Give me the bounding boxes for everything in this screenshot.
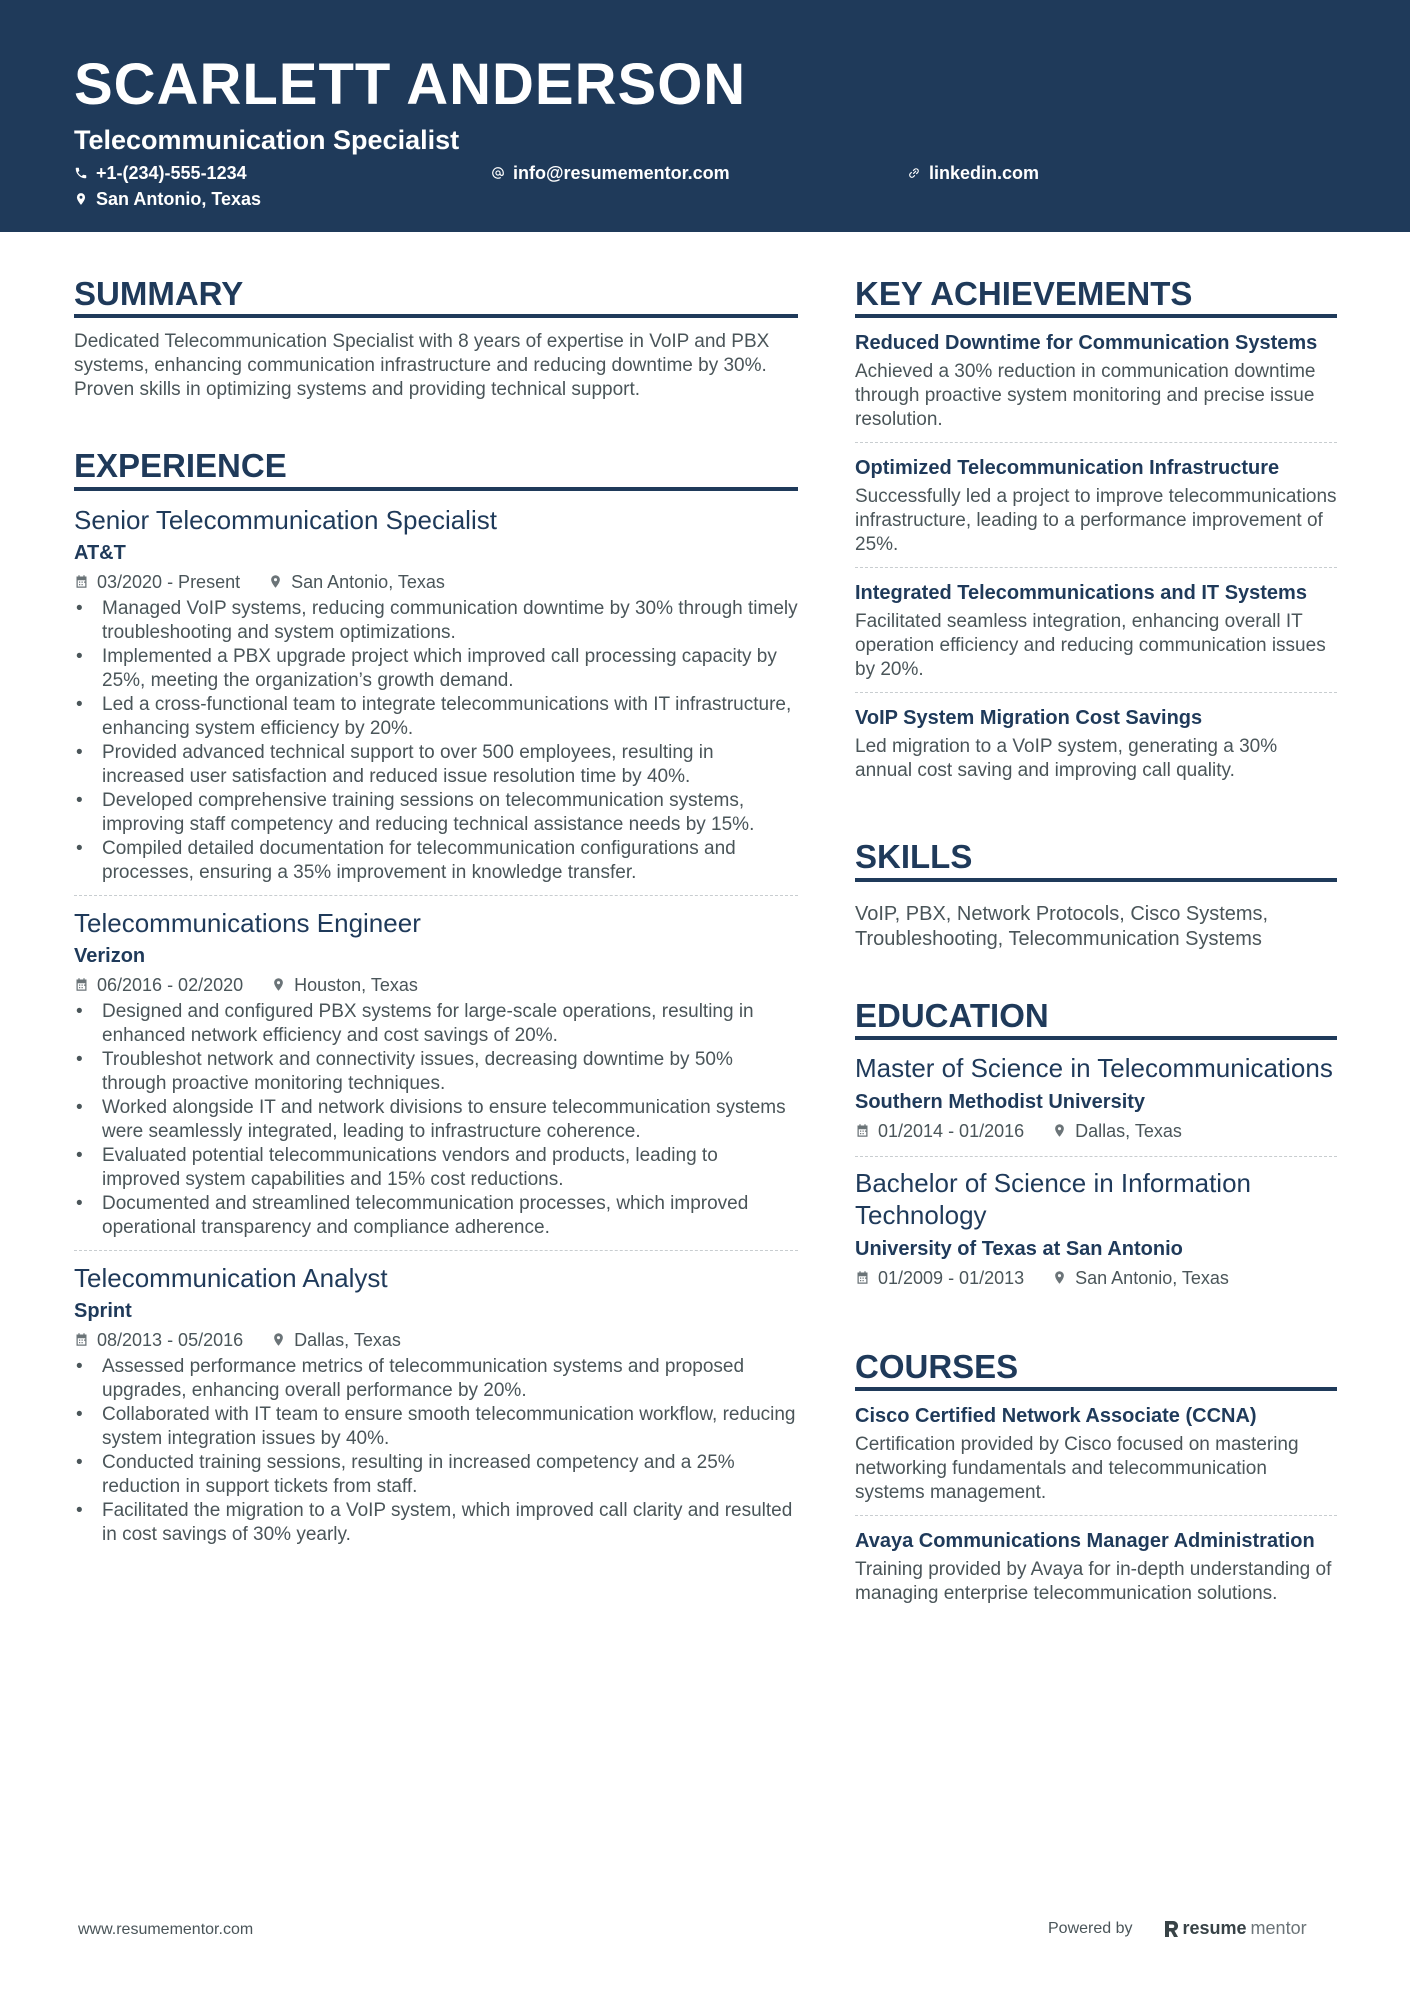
courses-section: [855, 1349, 1337, 1616]
linkedin-text: linkedin.com: [929, 163, 1040, 183]
job-location-text: San Antonio, Texas: [291, 571, 445, 592]
calendar-icon: [74, 977, 89, 992]
contact-email[interactable]: [491, 164, 730, 182]
summary-section: [74, 276, 798, 402]
job-bullets: [74, 1000, 798, 1240]
bullet-item: • Troubleshot network and connectivity issues, decreasing downtime by 50% through proactive monitoring techniques.: [74, 1048, 798, 1096]
brand-mark-icon: [1163, 1920, 1179, 1938]
course-text: Certification provided by Cisco focused on mastering networking fundamentals and telecommunication systems management.: [855, 1434, 1299, 1504]
job-dates-text: 06/2016 - 02/2020: [97, 974, 244, 995]
job-meta: [74, 972, 798, 998]
education-meta: [855, 1265, 1337, 1291]
education-meta: [855, 1118, 1337, 1144]
bullet-item: • Worked alongside IT and network divisions to ensure telecommunication systems were seamlessly integrated, leading to infrastructure coherence.: [74, 1096, 798, 1144]
footer-powered-by: [1048, 1918, 1307, 1939]
location-text: San Antonio, Texas: [96, 189, 262, 209]
education-school: Southern Methodist University: [855, 1090, 1146, 1113]
job-title: Senior Telecommunication Specialist: [74, 504, 497, 535]
bullet-item: • Collaborated with IT team to ensure smooth telecommunication workflow, reducing system integration issues by 40%.: [74, 1403, 798, 1451]
achievements-heading: KEY ACHIEVEMENTS: [855, 276, 1337, 318]
bullet-item: • Conducted training sessions, resulting in increased competency and a 25% reduction in support tickets from staff.: [74, 1451, 798, 1499]
course-text: Training provided by Avaya for in-depth understanding of managing enterprise telecommunication solutions.: [855, 1559, 1332, 1605]
achievement-text: Led migration to a VoIP system, generating a 30% annual cost saving and improving call quality.: [855, 736, 1278, 782]
at-icon: [491, 166, 505, 180]
location-pin-icon: [271, 1332, 286, 1347]
footer-website[interactable]: www.resumementor.com: [78, 1921, 254, 1938]
contact-location: [74, 190, 261, 208]
bullet-item: • Provided advanced technical support to over 500 employees, resulting in increased user satisfaction and reduced issue resolution time by 40%.: [74, 741, 798, 789]
job-location-text: Houston, Texas: [294, 974, 418, 995]
achievement-item: [855, 330, 1337, 443]
education-location: [1052, 1265, 1229, 1291]
job-dates: [74, 569, 240, 595]
education-location: [1052, 1118, 1182, 1144]
calendar-icon: [855, 1270, 870, 1285]
summary-text: Dedicated Telecommunication Specialist with 8 years of expertise in VoIP and PBX systems, enhancing communication infrastructure and reducing downtime by 30%. Proven skills in optimizing systems and providing technical support.: [74, 331, 770, 401]
course-item: [855, 1528, 1337, 1616]
calendar-icon: [855, 1123, 870, 1138]
location-pin-icon: [1052, 1123, 1067, 1138]
bullet-item: • Implemented a PBX upgrade project which improved call processing capacity by 25%, meeting the organization’s growth demand.: [74, 645, 798, 693]
course-item: [855, 1403, 1337, 1516]
course-title: Cisco Certified Network Associate (CCNA): [855, 1405, 1257, 1428]
location-pin-icon: [1052, 1270, 1067, 1285]
candidate-name: SCARLETT ANDERSON: [74, 52, 747, 117]
job-meta: [74, 1327, 798, 1353]
education-school: University of Texas at San Antonio: [855, 1237, 1183, 1260]
bullet-item: • Documented and streamlined telecommunication processes, which improved operational transparency and compliance adherence.: [74, 1192, 798, 1240]
course-title: Avaya Communications Manager Administration: [855, 1530, 1315, 1553]
skills-section: [855, 839, 1337, 951]
job-location: [271, 1327, 401, 1353]
education-degree: Bachelor of Science in Information Technology: [855, 1167, 1251, 1230]
achievement-item: [855, 580, 1337, 693]
achievements-section: [855, 276, 1337, 793]
achievement-title: Reduced Downtime for Communication Systems: [855, 332, 1318, 355]
phone-text: +1-(234)-555-1234: [96, 163, 247, 183]
contact-phone: [74, 164, 247, 182]
brand-logo[interactable]: [1163, 1918, 1307, 1939]
experience-heading: EXPERIENCE: [74, 448, 798, 490]
bullet-item: • Assessed performance metrics of telecommunication systems and proposed upgrades, enhancing overall performance by 20%.: [74, 1355, 798, 1403]
courses-heading: COURSES: [855, 1349, 1337, 1391]
job-bullets: [74, 1355, 798, 1547]
achievement-title: VoIP System Migration Cost Savings: [855, 707, 1203, 730]
bullet-item: • Compiled detailed documentation for telecommunication configurations and processes, ensuring a 35% improvement in knowledge transfer.: [74, 837, 798, 885]
email-text: info@resumementor.com: [513, 163, 730, 183]
calendar-icon: [74, 574, 89, 589]
job-dates: [74, 1327, 243, 1353]
education-location-text: Dallas, Texas: [1075, 1120, 1182, 1141]
achievement-text: Facilitated seamless integration, enhancing overall IT operation efficiency and reducing communication issues by 20%.: [855, 611, 1326, 681]
bullet-item: • Managed VoIP systems, reducing communication downtime by 30% through timely troubleshooting and system optimizations.: [74, 597, 798, 645]
location-pin-icon: [268, 574, 283, 589]
bullet-item: • Developed comprehensive training sessions on telecommunication systems, improving staff competency and reducing technical assistance needs by 15%.: [74, 789, 798, 837]
summary-heading: SUMMARY: [74, 276, 798, 318]
achievement-text: Achieved a 30% reduction in communication downtime through proactive system monitoring and precise issue resolution.: [855, 361, 1316, 431]
powered-by-label: Powered by: [1048, 1919, 1133, 1937]
job-location: [271, 972, 418, 998]
right-column: [855, 276, 1337, 1662]
skills-heading: SKILLS: [855, 839, 1337, 881]
brand-light: mentor: [1250, 1918, 1307, 1938]
education-dates-text: 01/2014 - 01/2016: [878, 1120, 1025, 1141]
job-dates: [74, 972, 243, 998]
resume-header: [0, 0, 1410, 232]
education-item: [855, 1167, 1337, 1303]
education-dates: [855, 1265, 1024, 1291]
calendar-icon: [74, 1332, 89, 1347]
company-name: Verizon: [74, 944, 146, 967]
skills-text: VoIP, PBX, Network Protocols, Cisco Systems, Troubleshooting, Telecommunication Systems: [855, 902, 1269, 950]
job-entry: [74, 503, 798, 896]
bullet-item: • Led a cross-functional team to integrate telecommunications with IT infrastructure, enhancing system efficiency by 20%.: [74, 693, 798, 741]
job-dates-text: 03/2020 - Present: [97, 571, 241, 592]
job-location: [268, 569, 445, 595]
education-dates-text: 01/2009 - 01/2013: [878, 1267, 1025, 1288]
company-name: Sprint: [74, 1299, 132, 1322]
bullet-item: • Evaluated potential telecommunications vendors and products, leading to improved system capabilities and 15% cost reductions.: [74, 1144, 798, 1192]
company-name: AT&T: [74, 541, 126, 564]
bullet-item: • Facilitated the migration to a VoIP system, which improved call clarity and resulted in cost savings of 30% yearly.: [74, 1499, 798, 1547]
job-title: Telecommunication Analyst: [74, 1262, 388, 1293]
education-dates: [855, 1118, 1024, 1144]
phone-icon: [74, 166, 88, 180]
job-dates-text: 08/2013 - 05/2016: [97, 1329, 244, 1350]
job-entry: [74, 906, 798, 1251]
candidate-title: Telecommunication Specialist: [74, 125, 460, 155]
brand-bold: resume: [1182, 1918, 1247, 1938]
education-degree: Master of Science in Telecommunications: [855, 1052, 1333, 1083]
achievement-title: Integrated Telecommunications and IT Systems: [855, 582, 1307, 605]
job-bullets: [74, 597, 798, 885]
location-pin-icon: [74, 192, 88, 206]
job-location-text: Dallas, Texas: [294, 1329, 401, 1350]
achievement-item: [855, 705, 1337, 793]
education-section: [855, 998, 1337, 1303]
experience-section: [74, 448, 798, 1556]
bullet-item: • Designed and configured PBX systems for large-scale operations, resulting in enhanced network efficiency and cost savings of 20%.: [74, 1000, 798, 1048]
job-entry: [74, 1261, 798, 1557]
education-location-text: San Antonio, Texas: [1075, 1267, 1229, 1288]
job-meta: [74, 569, 798, 595]
achievement-item: [855, 455, 1337, 568]
link-icon: [907, 166, 921, 180]
education-heading: EDUCATION: [855, 998, 1337, 1040]
achievement-title: Optimized Telecommunication Infrastructure: [855, 457, 1280, 480]
location-pin-icon: [271, 977, 286, 992]
job-title: Telecommunications Engineer: [74, 907, 421, 938]
education-item: [855, 1052, 1337, 1157]
contact-linkedin[interactable]: [907, 164, 1039, 182]
left-column: [74, 276, 798, 1603]
achievement-text: Successfully led a project to improve telecommunications infrastructure, leading to a performance improvement of 25%.: [855, 486, 1337, 556]
